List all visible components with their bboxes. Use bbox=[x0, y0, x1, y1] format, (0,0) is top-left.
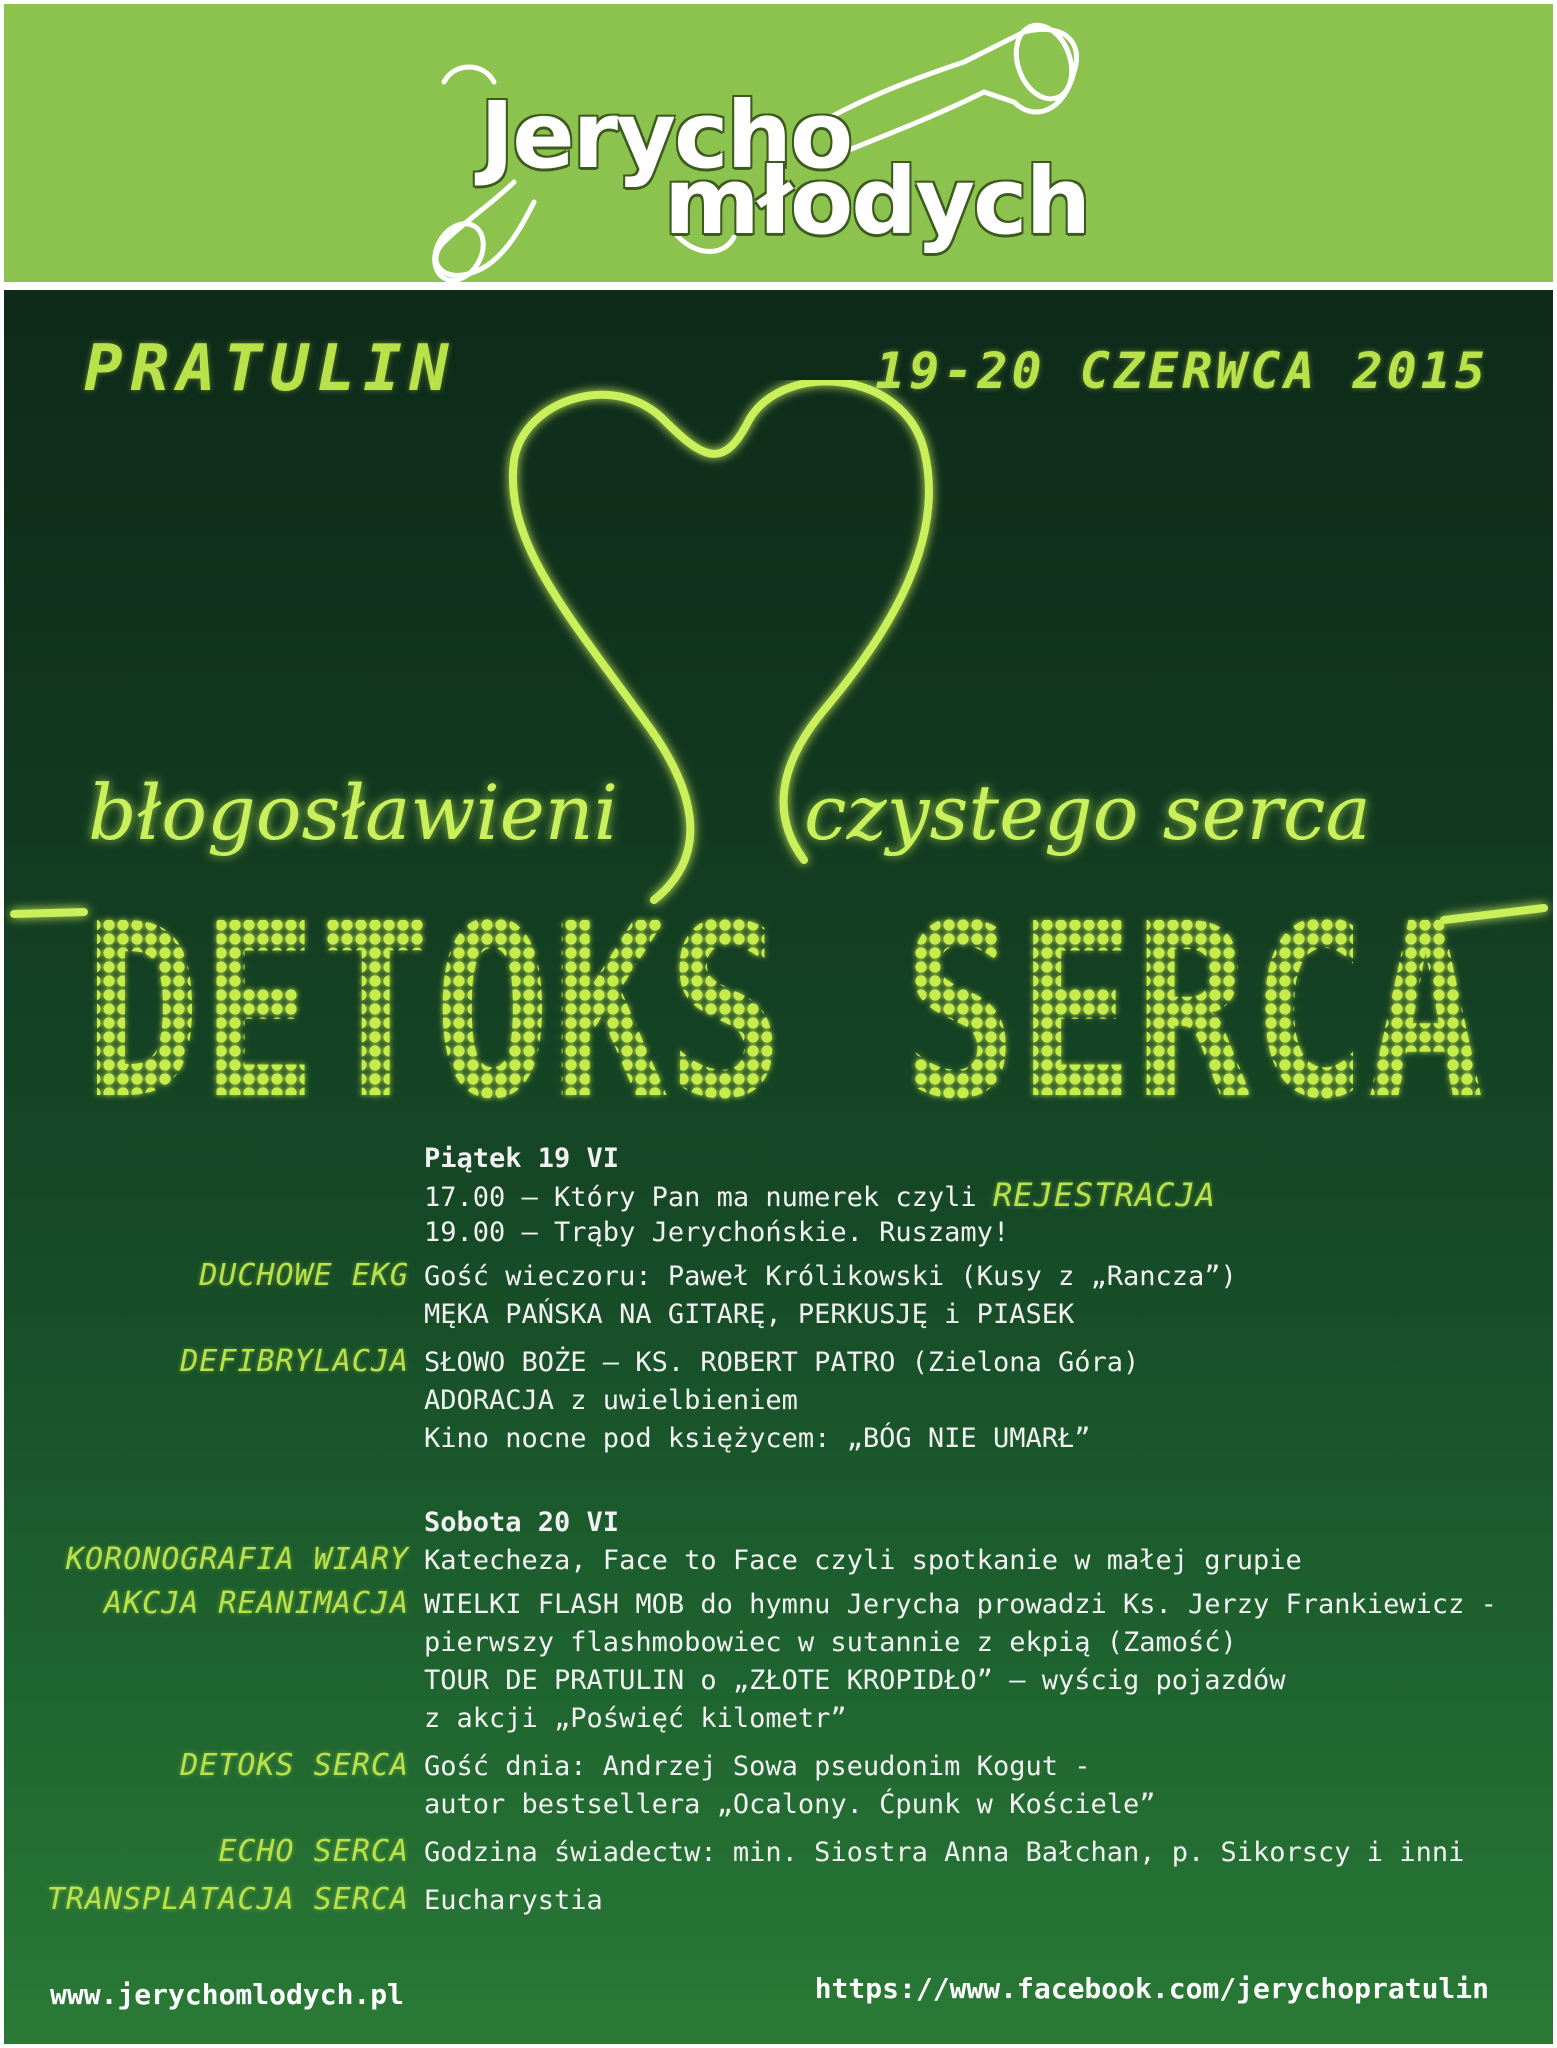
akcja-line-2: pierwszy flashmobowiec w sutannie z ekpią (Zamość) bbox=[424, 1627, 1237, 1658]
defib-line-1: SŁOWO BOŻE – KS. ROBERT PATRO (Zielona Góra) bbox=[424, 1347, 1140, 1378]
event-place: PRATULIN bbox=[84, 332, 457, 406]
friday-heading: Piątek 19 VI bbox=[424, 1143, 620, 1174]
event-date: 19-20 CZERWCA 2015 bbox=[875, 342, 1489, 400]
ekg-line-2: MĘKA PAŃSKA NA GITARĘ, PERKUSJĘ i PIASEK bbox=[424, 1299, 1075, 1330]
akcja-line-3: TOUR DE PRATULIN o „ZŁOTE KROPIDŁO” – wyścig pojazdów bbox=[424, 1665, 1286, 1696]
header-banner bbox=[4, 4, 1553, 282]
akcja-line-4: z akcji „Poświęć kilometr” bbox=[424, 1703, 847, 1734]
motto-left: błogosławieni bbox=[88, 768, 618, 857]
trans-label: TRANSPLATACJA SERCA bbox=[46, 1882, 409, 1917]
koro-label: KORONOGRAFIA WIARY bbox=[65, 1542, 409, 1577]
defib-label: DEFIBRYLACJA bbox=[180, 1344, 409, 1379]
koro-line-1: Katecheza, Face to Face czyli spotkanie w małej grupie bbox=[424, 1545, 1302, 1576]
main-panel bbox=[4, 290, 1553, 2044]
defib-line-2: ADORACJA z uwielbieniem bbox=[424, 1385, 798, 1416]
logo-line-2: młodych bbox=[664, 148, 1090, 255]
defib-line-3: Kino nocne pod księżycem: „BÓG NIE UMARŁ” bbox=[424, 1423, 1091, 1454]
ekg-line-1: Gość wieczoru: Paweł Królikowski (Kusy z „Rancza”) bbox=[424, 1261, 1237, 1292]
registration-highlight: REJESTRACJA bbox=[992, 1176, 1216, 1214]
motto-right: czystego serca bbox=[804, 768, 1371, 857]
main-title-text: DETOKS SERCA bbox=[84, 890, 1484, 1120]
facebook-link[interactable]: https://www.facebook.com/jerychopratulin bbox=[814, 1972, 1489, 2005]
detoks-line-1: Gość dnia: Andrzej Sowa pseudonim Kogut - bbox=[424, 1751, 1091, 1782]
saturday-heading: Sobota 20 VI bbox=[424, 1507, 620, 1538]
detoks-label: DETOKS SERCA bbox=[180, 1748, 409, 1783]
friday-line-1 bbox=[424, 1176, 1216, 1217]
main-title bbox=[74, 890, 1494, 1120]
poster bbox=[4, 4, 1553, 2044]
ekg-label: DUCHOWE EKG bbox=[199, 1258, 409, 1293]
friday-line-2: 19.00 – Trąby Jerychońskie. Ruszamy! bbox=[424, 1217, 1010, 1248]
echo-line-1: Godzina świadectw: min. Siostra Anna Bałchan, p. Sikorscy i inni bbox=[424, 1837, 1465, 1868]
detoks-line-2: autor bestsellera „Ocalony. Ćpunk w Kościele” bbox=[424, 1789, 1156, 1820]
akcja-line-1: WIELKI FLASH MOB do hymnu Jerycha prowadzi Ks. Jerzy Frankiewicz - bbox=[424, 1589, 1497, 1620]
akcja-label: AKCJA REANIMACJA bbox=[104, 1586, 409, 1621]
echo-label: ECHO SERCA bbox=[218, 1834, 409, 1869]
friday-line-1-text: 17.00 – Który Pan ma numerek czyli bbox=[424, 1182, 993, 1213]
logo-line-1: Jerycho bbox=[480, 82, 852, 189]
trans-line-1: Eucharystia bbox=[424, 1885, 603, 1916]
website-link[interactable]: www.jerychomlodych.pl bbox=[50, 1978, 405, 2011]
